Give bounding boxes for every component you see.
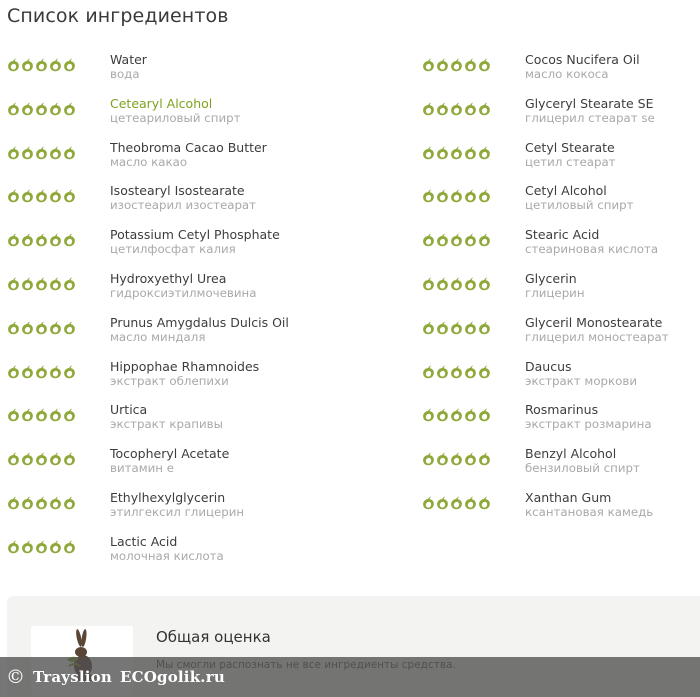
leaf-icon	[35, 408, 48, 422]
leaf-icon	[436, 321, 449, 335]
leaf-icon	[450, 408, 463, 422]
ingredient-text	[110, 96, 240, 126]
leaf-icon	[63, 146, 76, 160]
ingredient-text	[525, 490, 653, 520]
ingredient-text	[525, 140, 616, 170]
ingredient-row	[7, 444, 337, 488]
ingredient-row	[7, 357, 337, 401]
leaf-icon	[7, 233, 20, 247]
ingredient-row	[422, 488, 700, 532]
ingredient-row	[422, 138, 700, 182]
leaf-icon	[436, 277, 449, 291]
ingredient-name: Glycerin	[525, 270, 577, 286]
leaf-icon	[49, 365, 62, 379]
ingredient-translation: ксантановая камедь	[525, 504, 654, 519]
ingredient-translation: изостеарил изостеарат	[110, 198, 257, 213]
ingredient-rating	[422, 233, 491, 247]
ingredient-text	[110, 140, 267, 170]
ingredient-name: Rosmarinus	[525, 402, 599, 418]
leaf-icon	[422, 452, 435, 466]
leaf-icon	[7, 408, 20, 422]
leaf-icon	[450, 496, 463, 510]
ingredient-row	[7, 532, 337, 576]
ingredient-rating	[422, 496, 491, 510]
leaf-icon	[422, 189, 435, 203]
ingredient-text	[110, 271, 256, 301]
ingredient-translation: витамин е	[110, 461, 175, 476]
leaf-icon	[49, 452, 62, 466]
ingredient-translation: цетиловый спирт	[525, 198, 634, 213]
ingredient-rating	[7, 365, 76, 379]
ingredient-translation: экстракт моркови	[525, 373, 637, 388]
ingredient-text	[110, 183, 256, 213]
ingredient-text	[110, 534, 224, 564]
leaf-icon	[464, 321, 477, 335]
watermark-author: Trayslion	[33, 668, 112, 686]
watermark-site: ECOgolik.ru	[119, 668, 225, 686]
ingredient-name: Tocopheryl Acetate	[110, 446, 230, 462]
ingredient-text	[110, 52, 147, 82]
leaf-icon	[63, 540, 76, 554]
ingredient-translation: масло кокоса	[525, 67, 609, 81]
leaf-icon	[7, 146, 20, 160]
leaf-icon	[7, 189, 20, 203]
leaf-icon	[478, 102, 491, 116]
ingredient-name: Theobroma Cacao Butter	[110, 139, 267, 155]
leaf-icon	[422, 102, 435, 116]
ingredient-translation: глицерин	[525, 285, 585, 300]
ingredient-row	[422, 50, 700, 94]
ingredient-text	[525, 227, 658, 257]
leaf-icon	[436, 189, 449, 203]
leaf-icon	[450, 365, 463, 379]
ingredient-rating	[422, 277, 491, 291]
leaf-icon	[49, 321, 62, 335]
ingredient-translation: цетилфосфат калия	[110, 242, 236, 257]
leaf-icon	[422, 233, 435, 247]
leaf-icon	[63, 189, 76, 203]
ingredient-rating	[7, 408, 76, 422]
leaf-icon	[436, 58, 449, 72]
leaf-icon	[478, 496, 491, 510]
leaf-icon	[436, 496, 449, 510]
leaf-icon	[21, 102, 34, 116]
ingredient-text	[110, 227, 280, 257]
leaf-icon	[450, 321, 463, 335]
leaf-icon	[422, 365, 435, 379]
ingredient-row	[422, 269, 700, 313]
ingredient-translation: цетеариловый спирт	[110, 110, 241, 125]
ingredient-text	[110, 446, 229, 476]
ingredient-text	[110, 490, 244, 520]
ingredient-row	[7, 400, 337, 444]
leaf-icon	[49, 58, 62, 72]
leaf-icon	[450, 189, 463, 203]
ingredient-name: Cetyl Stearate	[525, 139, 615, 155]
leaf-icon	[450, 233, 463, 247]
ingredient-name: Prunus Amygdalus Dulcis Oil	[110, 314, 289, 330]
ingredient-row	[7, 94, 337, 138]
leaf-icon	[478, 146, 491, 160]
leaf-icon	[35, 540, 48, 554]
ingredient-row	[7, 225, 337, 269]
ingredient-name: Glyceril Monostearate	[525, 314, 663, 330]
ingredient-translation: масло миндаля	[110, 329, 206, 344]
ingredient-name: Benzyl Alcohol	[525, 446, 617, 462]
ingredient-text	[525, 183, 634, 213]
ingredients-column-right	[422, 50, 700, 532]
leaf-icon	[422, 58, 435, 72]
leaf-icon	[464, 452, 477, 466]
leaf-icon	[35, 452, 48, 466]
ingredient-translation: глицерил моностеарат	[525, 329, 669, 344]
ingredient-rating	[7, 58, 76, 72]
ingredient-text	[525, 271, 585, 301]
summary-title: Общая оценка	[156, 628, 271, 646]
ingredient-rating	[7, 189, 76, 203]
ingredient-translation: этилгексил глицерин	[110, 504, 245, 519]
ingredient-rating	[422, 189, 491, 203]
leaf-icon	[21, 277, 34, 291]
leaf-icon	[63, 452, 76, 466]
leaf-icon	[464, 408, 477, 422]
leaf-icon	[422, 321, 435, 335]
leaf-icon	[35, 233, 48, 247]
ingredient-row	[422, 400, 700, 444]
ingredient-translation: экстракт облепихи	[110, 373, 229, 388]
ingredient-name: Urtica	[110, 402, 148, 418]
ingredient-rating	[7, 452, 76, 466]
leaf-icon	[49, 102, 62, 116]
leaf-icon	[49, 189, 62, 203]
ingredient-name: Lactic Acid	[110, 533, 178, 549]
ingredient-rating	[422, 408, 491, 422]
watermark-bar	[0, 657, 700, 697]
ingredient-name: Cetyl Alcohol	[525, 183, 607, 199]
ingredient-translation: бензиловый спирт	[525, 461, 640, 476]
leaf-icon	[464, 277, 477, 291]
ingredient-name: Ethylhexylglycerin	[110, 489, 226, 505]
leaf-icon	[35, 321, 48, 335]
ingredient-row	[7, 488, 337, 532]
leaf-icon	[49, 233, 62, 247]
leaf-icon	[21, 452, 34, 466]
leaf-icon	[21, 189, 34, 203]
ingredient-row	[7, 50, 337, 94]
ingredient-rating	[7, 102, 76, 116]
ingredient-text	[110, 359, 259, 389]
leaf-icon	[35, 146, 48, 160]
leaf-icon	[63, 408, 76, 422]
leaf-icon	[35, 102, 48, 116]
ingredient-translation: глицерил стеарат se	[525, 110, 655, 125]
ingredient-rating	[422, 146, 491, 160]
leaf-icon	[49, 277, 62, 291]
ingredient-translation: вода	[110, 67, 140, 81]
leaf-icon	[464, 146, 477, 160]
leaf-icon	[35, 365, 48, 379]
leaf-icon	[21, 496, 34, 510]
leaf-icon	[478, 452, 491, 466]
leaf-icon	[21, 540, 34, 554]
leaf-icon	[478, 233, 491, 247]
leaf-icon	[478, 277, 491, 291]
leaf-icon	[63, 58, 76, 72]
leaf-icon	[7, 496, 20, 510]
ingredient-row	[7, 269, 337, 313]
ingredient-row	[7, 138, 337, 182]
ingredient-text	[525, 446, 640, 476]
leaf-icon	[63, 496, 76, 510]
ingredient-name: Cocos Nucifera Oil	[525, 52, 640, 67]
leaf-icon	[63, 277, 76, 291]
leaf-icon	[7, 277, 20, 291]
leaf-icon	[63, 365, 76, 379]
ingredient-name: Potassium Cetyl Phosphate	[110, 227, 280, 243]
ingredient-row	[422, 357, 700, 401]
leaf-icon	[7, 321, 20, 335]
leaf-icon	[436, 408, 449, 422]
ingredient-name: Glyceryl Stearate SE	[525, 95, 654, 111]
ingredient-rating	[7, 540, 76, 554]
ingredient-translation: экстракт розмарина	[525, 417, 652, 432]
leaf-icon	[422, 408, 435, 422]
leaf-icon	[464, 189, 477, 203]
ingredient-rating	[422, 321, 491, 335]
leaf-icon	[478, 321, 491, 335]
leaf-icon	[21, 408, 34, 422]
ingredient-rating	[7, 233, 76, 247]
ingredient-name-link[interactable]: Cetearyl Alcohol	[110, 95, 213, 111]
leaf-icon	[436, 365, 449, 379]
ingredient-translation: гидроксиэтилмочевина	[110, 285, 257, 300]
ingredient-translation: цетил стеарат	[525, 154, 616, 169]
ingredient-text	[525, 315, 669, 345]
ingredient-rating	[422, 102, 491, 116]
leaf-icon	[7, 58, 20, 72]
ingredient-name: Hydroxyethyl Urea	[110, 270, 227, 286]
ingredient-rating	[7, 146, 76, 160]
leaf-icon	[21, 365, 34, 379]
leaf-icon	[478, 58, 491, 72]
ingredient-translation: экстракт крапивы	[110, 417, 223, 432]
leaf-icon	[464, 496, 477, 510]
leaf-icon	[21, 233, 34, 247]
ingredient-text	[525, 52, 640, 82]
leaf-icon	[35, 189, 48, 203]
ingredient-row	[7, 313, 337, 357]
ingredient-row	[422, 444, 700, 488]
leaf-icon	[422, 496, 435, 510]
leaf-icon	[21, 58, 34, 72]
ingredient-text	[110, 315, 289, 345]
ingredient-name: Xanthan Gum	[525, 489, 612, 505]
ingredient-text	[525, 96, 655, 126]
ingredient-translation: стеариновая кислота	[525, 242, 659, 257]
leaf-icon	[464, 58, 477, 72]
ingredient-rating	[7, 321, 76, 335]
leaf-icon	[7, 452, 20, 466]
leaf-icon	[63, 233, 76, 247]
ingredient-row	[422, 181, 700, 225]
ingredient-text	[110, 402, 223, 432]
leaf-icon	[7, 102, 20, 116]
leaf-icon	[49, 496, 62, 510]
ingredient-name: Stearic Acid	[525, 227, 600, 243]
ingredient-rating	[7, 496, 76, 510]
page-title: Список ингредиентов	[7, 5, 229, 27]
leaf-icon	[464, 102, 477, 116]
leaf-icon	[436, 452, 449, 466]
leaf-icon	[21, 146, 34, 160]
ingredient-rating	[422, 452, 491, 466]
leaf-icon	[436, 233, 449, 247]
leaf-icon	[422, 277, 435, 291]
ingredient-name: Daucus	[525, 358, 572, 374]
leaf-icon	[35, 496, 48, 510]
leaf-icon	[464, 365, 477, 379]
leaf-icon	[7, 540, 20, 554]
leaf-icon	[478, 408, 491, 422]
ingredient-row	[422, 313, 700, 357]
leaf-icon	[35, 58, 48, 72]
ingredient-rating	[422, 58, 491, 72]
ingredient-row	[422, 225, 700, 269]
ingredient-name: Hippophae Rhamnoides	[110, 358, 260, 374]
leaf-icon	[450, 452, 463, 466]
copyright-icon: ©	[6, 666, 25, 688]
leaf-icon	[436, 102, 449, 116]
leaf-icon	[478, 365, 491, 379]
leaf-icon	[49, 408, 62, 422]
leaf-icon	[436, 146, 449, 160]
leaf-icon	[422, 146, 435, 160]
leaf-icon	[21, 321, 34, 335]
leaf-icon	[63, 321, 76, 335]
ingredient-name: Isostearyl Isostearate	[110, 183, 245, 199]
leaf-icon	[49, 146, 62, 160]
ingredient-row	[422, 94, 700, 138]
leaf-icon	[450, 277, 463, 291]
ingredient-text	[525, 402, 652, 432]
leaf-icon	[478, 189, 491, 203]
leaf-icon	[35, 277, 48, 291]
leaf-icon	[450, 146, 463, 160]
leaf-icon	[450, 102, 463, 116]
leaf-icon	[7, 365, 20, 379]
leaf-icon	[63, 102, 76, 116]
leaf-icon	[49, 540, 62, 554]
ingredient-rating	[7, 277, 76, 291]
ingredients-column-left	[7, 50, 337, 576]
ingredient-rating	[422, 365, 491, 379]
ingredient-translation: молочная кислота	[110, 548, 224, 563]
ingredient-row	[7, 181, 337, 225]
ingredient-translation: масло какао	[110, 154, 188, 169]
leaf-icon	[450, 58, 463, 72]
ingredient-text	[525, 359, 637, 389]
leaf-icon	[464, 233, 477, 247]
ingredient-name: Water	[110, 52, 147, 67]
